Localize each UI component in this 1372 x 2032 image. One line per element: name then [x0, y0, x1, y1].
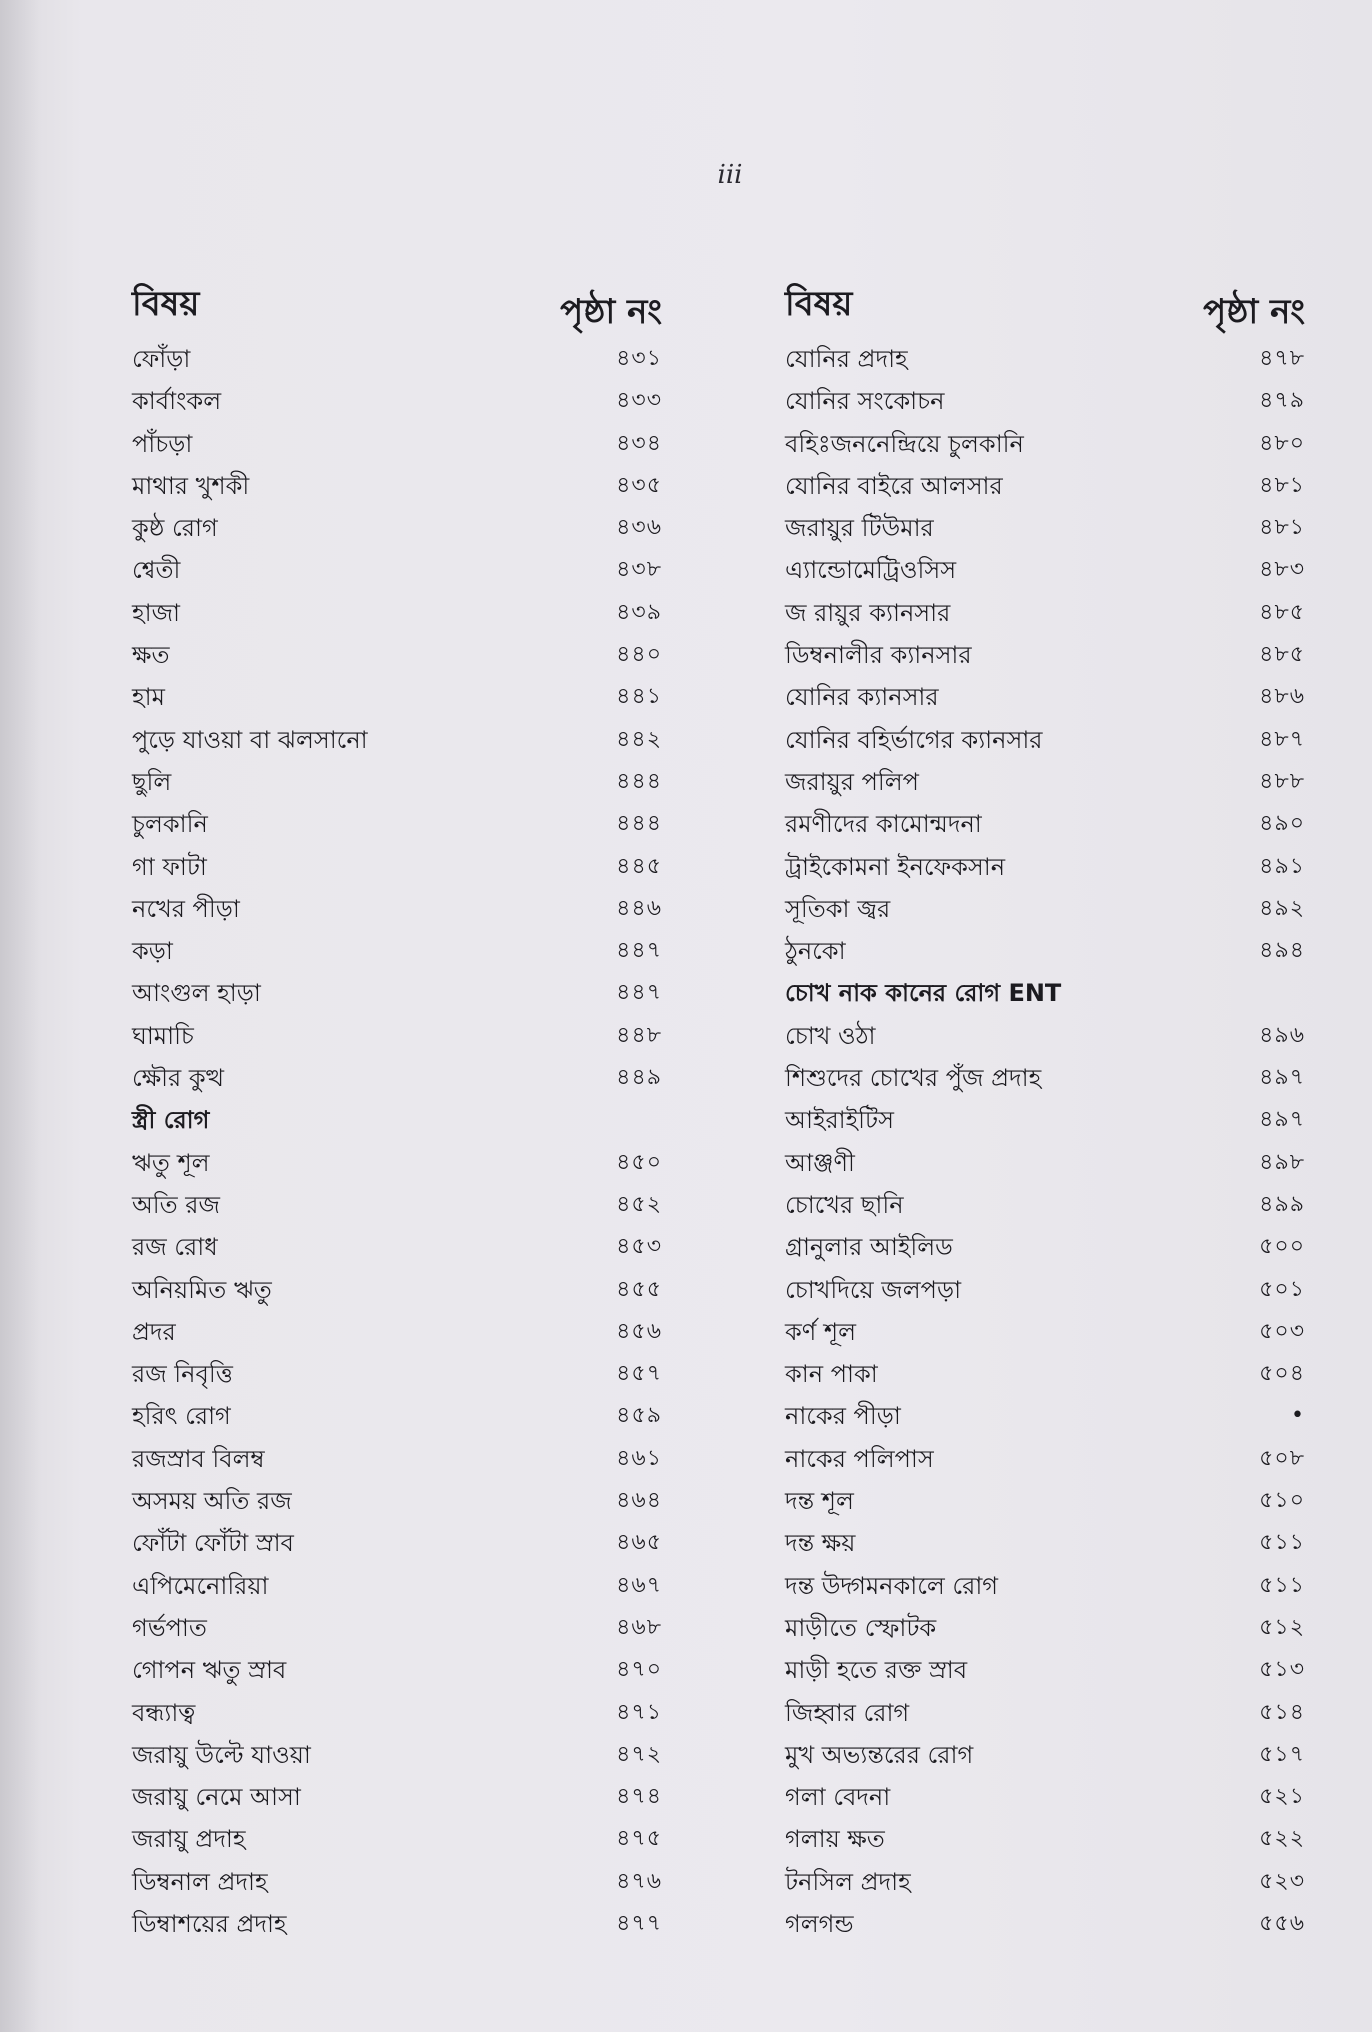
- toc-page-number: ৪৪৪: [616, 768, 662, 794]
- toc-row: [785, 1649, 1305, 1691]
- toc-page-number: ৪৫৯: [616, 1403, 662, 1429]
- toc-page-number: ৪৮১: [1259, 515, 1305, 541]
- toc-topic: টনসিল প্রদাহ: [785, 1867, 911, 1896]
- toc-topic: চুলকানি: [132, 810, 208, 839]
- toc-topic: জরায়ুর টিউমার: [785, 514, 934, 543]
- toc-list-right: [785, 338, 1305, 1945]
- toc-row: [785, 507, 1305, 549]
- toc-row: [132, 1353, 662, 1395]
- topic-header: বিষয়: [132, 284, 200, 324]
- toc-page-number: ৪৬৭: [616, 1572, 662, 1598]
- toc-row: [785, 1226, 1305, 1268]
- toc-page-number: ৫১২: [1259, 1614, 1305, 1640]
- toc-topic: পাঁচড়া: [132, 429, 193, 458]
- toc-page-number: ৪৬১: [616, 1445, 662, 1471]
- toc-page-number: ৫০০: [1259, 1234, 1305, 1260]
- toc-page-number: ৫১১: [1259, 1530, 1305, 1556]
- toc-row: [132, 634, 662, 676]
- topic-header: বিষয়: [785, 284, 853, 324]
- toc-topic: দন্ত উদ্গমনকালে রোগ: [785, 1571, 999, 1600]
- toc-topic: গর্ভপাত: [132, 1613, 207, 1642]
- toc-row: [132, 1142, 662, 1184]
- toc-page-number: ৫০১: [1259, 1276, 1305, 1302]
- toc-row: [785, 803, 1305, 845]
- section-heading: চোখ নাক কানের রোগ ENT: [785, 979, 1062, 1008]
- page-header: পৃষ্ঠা নং: [560, 292, 662, 332]
- toc-page-number: ৪৯৭: [1259, 1107, 1305, 1133]
- toc-page-number: ৪৯১: [1259, 853, 1305, 879]
- toc-topic: প্রদর: [132, 1317, 176, 1346]
- toc-page-number: ৪৭৭: [616, 1910, 662, 1936]
- toc-row: [132, 423, 662, 465]
- toc-page-number: ৪৮৭: [1259, 726, 1305, 752]
- toc-row: [785, 1184, 1305, 1226]
- toc-page-number: ৫১৪: [1259, 1699, 1305, 1725]
- toc-row: [785, 1480, 1305, 1522]
- toc-row: [785, 634, 1305, 676]
- toc-page-number: ৪৬৫: [616, 1530, 662, 1556]
- toc-topic: দন্ত শূল: [785, 1487, 854, 1516]
- toc-row: [785, 1565, 1305, 1607]
- toc-page-number: ৪৬৪: [616, 1488, 662, 1514]
- toc-topic: নাকের পীড়া: [785, 1402, 901, 1431]
- toc-topic: জরায়ুর পলিপ: [785, 767, 919, 796]
- toc-row: [785, 1269, 1305, 1311]
- toc-row: [785, 1142, 1305, 1184]
- toc-topic: জিহ্বার রোগ: [785, 1698, 910, 1727]
- toc-row: [132, 507, 662, 549]
- toc-row: [132, 803, 662, 845]
- toc-page-number: ৫০৩: [1259, 1318, 1305, 1344]
- toc-row: [132, 1734, 662, 1776]
- toc-row: [785, 1395, 1305, 1437]
- toc-topic: দন্ত ক্ষয়: [785, 1529, 856, 1558]
- toc-row: [132, 846, 662, 888]
- toc-row: [785, 423, 1305, 465]
- toc-row: [132, 1269, 662, 1311]
- toc-topic: কার্বাংকল: [132, 387, 222, 416]
- toc-page-number: ৪৯৮: [1259, 1149, 1305, 1175]
- toc-page-number: ৪৪১: [616, 684, 662, 710]
- toc-topic: কুষ্ঠ রোগ: [132, 514, 218, 543]
- toc-row: [132, 1184, 662, 1226]
- toc-page-number: ৪৭৮: [1259, 346, 1305, 371]
- toc-page-number: ৪৩৫: [616, 472, 662, 498]
- toc-page-number: ৪৪৭: [616, 938, 662, 964]
- column-header: [132, 270, 662, 332]
- toc-row: [785, 761, 1305, 803]
- toc-topic: রজস্রাব বিলম্ব: [132, 1444, 265, 1473]
- toc-page-number: ৪৯৬: [1259, 1022, 1305, 1048]
- toc-topic: বহিঃজননেন্দ্রিয়ে চুলকানি: [785, 429, 1024, 458]
- toc-row: [785, 1057, 1305, 1099]
- toc-topic: ফোঁড়া: [132, 345, 191, 373]
- toc-page-number: ৪৫৩: [616, 1234, 662, 1260]
- toc-topic: ডিম্বাশয়ের প্রদাহ: [132, 1909, 287, 1938]
- toc-topic: ক্ষত: [132, 641, 170, 670]
- toc-topic: ফোঁটা ফোঁটা স্রাব: [132, 1529, 294, 1558]
- toc-row: [785, 338, 1305, 380]
- toc-topic: মুখ অভ্যন্তরের রোগ: [785, 1740, 974, 1769]
- toc-row: [785, 1015, 1305, 1057]
- section-heading-row: [132, 1099, 662, 1141]
- toc-topic: সূতিকা জ্বর: [785, 894, 891, 923]
- toc-topic: ছুলি: [132, 767, 172, 796]
- toc-row: [132, 1057, 662, 1099]
- toc-page-number: ৪৪২: [616, 726, 662, 752]
- toc-page-number: ৪৫৬: [616, 1318, 662, 1344]
- toc-row: [132, 1438, 662, 1480]
- toc-topic: হাম: [132, 683, 165, 712]
- toc-row: [132, 1818, 662, 1860]
- section-heading: স্ত্রী রোগ: [132, 1106, 210, 1135]
- toc-page-number: ৪৫০: [616, 1149, 662, 1175]
- section-heading-row: [785, 972, 1305, 1014]
- toc-column-left: [132, 270, 662, 1938]
- toc-topic: ঠুনকো: [785, 937, 846, 966]
- toc-row: [132, 549, 662, 591]
- toc-row: [132, 1903, 662, 1945]
- toc-topic: যোনির প্রদাহ: [785, 345, 908, 373]
- toc-row: [785, 719, 1305, 761]
- toc-row: [785, 930, 1305, 972]
- toc-row: [132, 380, 662, 422]
- column-header: [785, 270, 1305, 332]
- toc-row: [132, 761, 662, 803]
- toc-row: [785, 549, 1305, 591]
- page-number: iii: [717, 160, 743, 190]
- toc-topic: যোনির বাইরে আলসার: [785, 471, 1003, 500]
- toc-row: [785, 1522, 1305, 1564]
- toc-row: [785, 465, 1305, 507]
- toc-topic: আংগুল হাড়া: [132, 979, 261, 1008]
- toc-page-number: ৫১৭: [1259, 1741, 1305, 1767]
- toc-topic: যোনির বহির্ভাগের ক্যানসার: [785, 725, 1043, 754]
- toc-row: [132, 1311, 662, 1353]
- toc-topic: চোখদিয়ে জলপড়া: [785, 1275, 962, 1304]
- toc-row: [132, 1607, 662, 1649]
- toc-row: [132, 1015, 662, 1057]
- toc-row: [785, 676, 1305, 718]
- toc-row: [132, 1649, 662, 1691]
- toc-row: [785, 592, 1305, 634]
- toc-row: [132, 1522, 662, 1564]
- toc-page-number: ৪৪৫: [616, 853, 662, 879]
- toc-row: [785, 888, 1305, 930]
- toc-row: [132, 1565, 662, 1607]
- toc-page-number: ৪৪৭: [616, 980, 662, 1006]
- toc-topic: যোনির ক্যানসার: [785, 683, 939, 712]
- toc-page-number: ৪৭৫: [616, 1826, 662, 1852]
- toc-topic: কান পাকা: [785, 1360, 878, 1389]
- toc-topic: অসময় অতি রজ: [132, 1487, 292, 1516]
- toc-topic: গ্রানুলার আইলিড: [785, 1233, 953, 1262]
- toc-page-number: ৪৯৭: [1259, 1065, 1305, 1091]
- toc-row: [785, 1734, 1305, 1776]
- toc-topic: মাড়ী হতে রক্ত স্রাব: [785, 1656, 968, 1685]
- toc-topic: ডিম্বনালীর ক্যানসার: [785, 641, 972, 670]
- toc-page-number: ৪৮৫: [1259, 642, 1305, 668]
- toc-page-number: ৪৮০: [1259, 430, 1305, 456]
- toc-row: [132, 888, 662, 930]
- toc-topic: আইরাইটিস: [785, 1106, 894, 1135]
- toc-page-number: ৪৩৮: [616, 557, 662, 583]
- toc-row: [132, 1692, 662, 1734]
- toc-row: [132, 676, 662, 718]
- toc-page-number: ৪৮৩: [1259, 557, 1305, 583]
- toc-column-right: [785, 270, 1305, 1938]
- toc-row: [132, 972, 662, 1014]
- toc-page-number: ৫১১: [1259, 1572, 1305, 1598]
- toc-page-number: ৪৯৪: [1259, 938, 1305, 964]
- toc-topic: গলায় ক্ষত: [785, 1825, 885, 1854]
- toc-topic: ট্রাইকোমনা ইনফেকসান: [785, 852, 1006, 881]
- toc-row: [785, 380, 1305, 422]
- toc-row: [132, 1395, 662, 1437]
- toc-row: [132, 1861, 662, 1903]
- toc-row: [132, 338, 662, 380]
- toc-page-number: ৫১০: [1259, 1488, 1305, 1514]
- toc-page-number: ৫০৪: [1259, 1361, 1305, 1387]
- page-shadow: [0, 0, 40, 2032]
- toc-page-number: ৪৪৮: [616, 1022, 662, 1048]
- toc-page-number: ৪৭৪: [616, 1784, 662, 1810]
- toc-page-number: ৪৬৮: [616, 1614, 662, 1640]
- toc-topic: জরায়ু উল্টে যাওয়া: [132, 1740, 311, 1769]
- toc-row: [785, 1861, 1305, 1903]
- toc-page-number: ৪৪৪: [616, 811, 662, 837]
- toc-row: [785, 1903, 1305, 1945]
- toc-page-number: ৪৫৭: [616, 1361, 662, 1387]
- toc-topic: কড়া: [132, 937, 173, 966]
- page-header: পৃষ্ঠা নং: [1203, 292, 1305, 332]
- toc-row: [132, 1776, 662, 1818]
- toc-page-number: ৪৩১: [616, 346, 662, 371]
- toc-page-number: ৪৭৬: [616, 1868, 662, 1894]
- toc-topic: অতি রজ: [132, 1190, 220, 1219]
- toc-page-number: ৪৭৯: [1259, 388, 1305, 414]
- toc-topic: ক্ষৌর কুত্থ: [132, 1064, 225, 1093]
- toc-row: [132, 1480, 662, 1522]
- toc-topic: রজ রোধ: [132, 1233, 218, 1262]
- toc-topic: শ্বেতী: [132, 556, 181, 585]
- toc-page-number: ৪৯৯: [1259, 1191, 1305, 1217]
- toc-row: [132, 465, 662, 507]
- toc-topic: জরায়ু প্রদাহ: [132, 1825, 246, 1854]
- toc-topic: নখের পীড়া: [132, 894, 240, 923]
- toc-topic: এ্যান্ডোমেট্রিওসিস: [785, 556, 957, 585]
- toc-page-number: ৪৩৩: [616, 388, 662, 414]
- toc-row: [785, 1353, 1305, 1395]
- toc-page-number: ৫১৩: [1259, 1657, 1305, 1683]
- toc-topic: গলা বেদনা: [785, 1783, 891, 1812]
- toc-row: [785, 1311, 1305, 1353]
- toc-row: [132, 592, 662, 634]
- toc-page-number: ৪৭০: [616, 1657, 662, 1683]
- toc-topic: গলগন্ড: [785, 1909, 854, 1938]
- toc-row: [785, 1776, 1305, 1818]
- toc-topic: হাজা: [132, 598, 181, 627]
- toc-topic: জরায়ু নেমে আসা: [132, 1783, 301, 1812]
- toc-page-number: ৪৮৮: [1259, 768, 1305, 794]
- toc-topic: যোনির সংকোচন: [785, 387, 945, 416]
- toc-row: [132, 930, 662, 972]
- toc-page-number: ৪৪৯: [616, 1065, 662, 1091]
- toc-page-number: ৪৫২: [616, 1191, 662, 1217]
- toc-page-number: ৪৯০: [1259, 811, 1305, 837]
- toc-page-number: ৪৮৬: [1259, 684, 1305, 710]
- toc-topic: কর্ণ শূল: [785, 1317, 857, 1346]
- toc-topic: গোপন ঋতু স্রাব: [132, 1656, 287, 1685]
- toc-topic: রমণীদের কামোন্মদনা: [785, 810, 982, 839]
- toc-page-number: ৫২৩: [1259, 1868, 1305, 1894]
- toc-topic: মাড়ীতে স্ফোটক: [785, 1613, 937, 1642]
- toc-topic: জ রায়ুর ক্যানসার: [785, 598, 951, 627]
- toc-page-number: ৫৫৬: [1259, 1910, 1305, 1936]
- toc-page-number: ৪৩৬: [616, 515, 662, 541]
- toc-row: [132, 1226, 662, 1268]
- toc-topic: আঞ্জণী: [785, 1148, 855, 1177]
- toc-page-number: ৫২১: [1259, 1784, 1305, 1810]
- toc-page-number: ৫০৮: [1259, 1445, 1305, 1471]
- toc-page-number: ৪৪৬: [616, 895, 662, 921]
- toc-page-number: ৪৮১: [1259, 472, 1305, 498]
- toc-row: [785, 1607, 1305, 1649]
- toc-page-number: ৪৪০: [616, 642, 662, 668]
- toc-row: [785, 1692, 1305, 1734]
- toc-topic: ঘামাচি: [132, 1021, 194, 1050]
- toc-topic: ডিম্বনাল প্রদাহ: [132, 1867, 268, 1896]
- toc-topic: নাকের পলিপাস: [785, 1444, 934, 1473]
- toc-topic: অনিয়মিত ঋতু: [132, 1275, 272, 1304]
- toc-topic: বন্ধ্যাত্ব: [132, 1698, 196, 1727]
- toc-page-number: ৪৭২: [616, 1741, 662, 1767]
- toc-page-number: ৪৯২: [1259, 895, 1305, 921]
- toc-topic: মাথার খুশকী: [132, 471, 250, 500]
- toc-row: [785, 1818, 1305, 1860]
- toc-topic: শিশুদের চোখের পুঁজ প্রদাহ: [785, 1064, 1042, 1093]
- toc-row: [785, 1099, 1305, 1141]
- toc-page-number: ৪৩৪: [616, 430, 662, 456]
- toc-topic: পুড়ে যাওয়া বা ঝলসানো: [132, 725, 368, 754]
- toc-topic: হরিৎ রোগ: [132, 1402, 231, 1431]
- toc-list-left: [132, 338, 662, 1945]
- toc-page-number: ৪৭১: [616, 1699, 662, 1725]
- toc-topic: চোখের ছানি: [785, 1190, 904, 1219]
- toc-topic: চোখ ওঠা: [785, 1021, 876, 1050]
- toc-topic: এপিমেনোরিয়া: [132, 1571, 269, 1600]
- toc-page-number: ৫২২: [1259, 1826, 1305, 1852]
- toc-page-number: •: [1291, 1403, 1305, 1429]
- toc-topic: ঋতু শূল: [132, 1148, 210, 1177]
- toc-topic: গা ফাটা: [132, 852, 207, 881]
- toc-row: [132, 719, 662, 761]
- toc-row: [785, 846, 1305, 888]
- toc-page-number: ৪৮৫: [1259, 599, 1305, 625]
- toc-topic: রজ নিবৃত্তি: [132, 1360, 233, 1389]
- toc-row: [785, 1438, 1305, 1480]
- toc-page-number: ৪৫৫: [616, 1276, 662, 1302]
- toc-page-number: ৪৩৯: [616, 599, 662, 625]
